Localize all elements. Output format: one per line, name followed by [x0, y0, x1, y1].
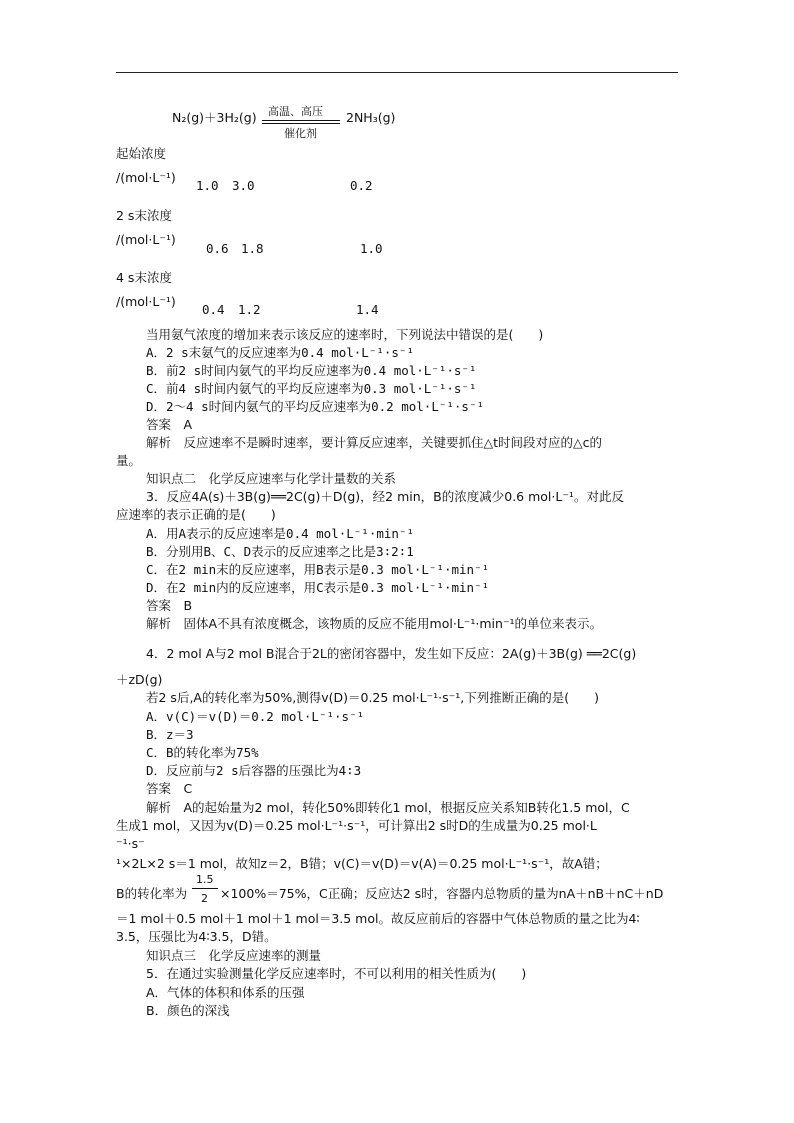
knowledge-point-2: 知识点二 化学反应速率与化学计量数的关系 [146, 471, 397, 486]
q4-analysis-6: ＝1 mol＋0.5 mol＋1 mol＋1 mol＝3.5 mol。故反应前后的容器中气体总物质的量之比为4∶ [116, 911, 640, 926]
row2-unit: /(mol·L⁻¹) [116, 232, 176, 247]
fraction-denominator: 2 [201, 892, 208, 905]
q4-option-c: C．B的转化率为75% [146, 745, 259, 760]
equation-arrow [262, 120, 340, 121]
row2-n2: 0.6 [206, 241, 229, 256]
row1-n2: 1.0 [196, 178, 219, 193]
equation-arrow-2 [262, 123, 340, 124]
row3-h2: 1.2 [238, 302, 261, 317]
row3-label: 4 s末浓度 [116, 270, 172, 285]
q4-stem-condition: 若2 s后,A的转化率为50%,测得v(D)＝0.25 mol·L⁻¹·s⁻¹,下列推断正确的是( ) [146, 690, 599, 705]
q5-stem: 5．在通过实验测量化学反应速率时，不可以利用的相关性质为( ) [146, 966, 527, 981]
q5-option-b: B．颜色的深浅 [146, 1003, 230, 1018]
q2-option-d: D．2～4 s时间内氨气的平均反应速率为0.2 mol·L⁻¹·s⁻¹ [146, 399, 485, 414]
q3-option-b: B．分别用B、C、D表示的反应速率之比是3∶2∶1 [146, 544, 414, 559]
row2-label: 2 s末浓度 [116, 208, 172, 223]
q2-option-c: C．前4 s时间内氨气的平均反应速率为0.3 mol·L⁻¹·s⁻¹ [146, 381, 477, 396]
equation-condition-bottom: 催化剂 [284, 127, 317, 140]
equation-condition-top: 高温、高压 [268, 105, 323, 118]
q3-stem-cont: 应速率的表示正确的是( ) [116, 507, 276, 522]
q3-option-c: C．在2 min末的反应速率，用B表示是0.3 mol·L⁻¹·min⁻¹ [146, 562, 490, 577]
fraction-bar [192, 888, 218, 889]
q2-analysis: 解析 反应速率不是瞬时速率，要计算反应速率，关键要抓住△t时间段对应的△c的 [146, 435, 603, 450]
row1-nh3: 0.2 [350, 178, 373, 193]
q4-option-d: D．反应前与2 s后容器的压强比为4∶3 [146, 763, 362, 778]
q4-option-b: B．z＝3 [146, 727, 194, 742]
q4-analysis-1: 解析 A的起始量为2 mol，转化50%即转化1 mol，根据反应关系知B转化1.5 mol，C [146, 800, 630, 815]
fraction-numerator: 1.5 [196, 873, 214, 886]
q4-analysis-3: ⁻¹·s⁻ [116, 836, 145, 851]
q2-answer: 答案 A [146, 417, 193, 432]
row2-nh3: 1.0 [360, 241, 383, 256]
knowledge-point-3: 知识点三 化学反应速率的测量 [146, 948, 322, 963]
q4-stem-cont: ＋zD(g) [116, 672, 163, 687]
equation-left: N₂(g)＋3H₂(g) [172, 110, 257, 125]
q2-analysis-cont: 量。 [116, 453, 142, 468]
row3-unit: /(mol·L⁻¹) [116, 294, 176, 309]
q2-stem: 当用氨气浓度的增加来表示该反应的速率时，下列说法中错误的是( ) [146, 327, 544, 342]
row3-n2: 0.4 [202, 302, 225, 317]
q4-analysis-5a: B的转化率为 [116, 886, 188, 901]
q4-analysis-4: ¹×2L×2 s＝1 mol，故知z＝2，B错；v(C)＝v(D)＝v(A)＝0.25 mol·L⁻¹·s⁻¹，故A错； [116, 856, 608, 871]
q4-stem: 4．2 mol A与2 mol B混合于2L的密闭容器中，发生如下反应：2A(g)＋3B(g) ══2C(g) [146, 646, 637, 661]
q3-stem: 3．反应4A(s)＋3B(g)══2C(g)＋D(g)，经2 min，B的浓度减少0.6 mol·L⁻¹。对此反 [146, 489, 624, 504]
q2-option-b: B．前2 s时间内氨气的平均反应速率为0.4 mol·L⁻¹·s⁻¹ [146, 363, 477, 378]
q3-answer: 答案 B [146, 598, 193, 613]
q4-analysis-7: 3.5，压强比为4∶3.5，D错。 [116, 929, 277, 944]
row1-label: 起始浓度 [116, 146, 167, 161]
q3-analysis: 解析 固体A不具有浓度概念，该物质的反应不能用mol·L⁻¹·min⁻¹的单位来表示。 [146, 616, 603, 631]
q4-analysis-5b: ×100%＝75%，C正确；反应达2 s时，容器内总物质的量为nA＋nB＋nC＋nD [220, 886, 664, 901]
row1-unit: /(mol·L⁻¹) [116, 170, 176, 185]
q4-analysis-2: 生成1 mol，又因为v(D)＝0.25 mol·L⁻¹·s⁻¹，可计算出2 s时D的生成量为0.25 mol·L [116, 818, 597, 833]
row1-h2: 3.0 [232, 178, 255, 193]
q3-option-a: A．用A表示的反应速率是0.4 mol·L⁻¹·min⁻¹ [146, 526, 414, 541]
q4-option-a: A．v(C)＝v(D)＝0.2 mol·L⁻¹·s⁻¹ [146, 709, 365, 724]
q5-option-a: A．气体的体积和体系的压强 [146, 985, 305, 1000]
equation-right: 2NH₃(g) [346, 110, 396, 125]
q2-option-a: A．2 s末氨气的反应速率为0.4 mol·L⁻¹·s⁻¹ [146, 345, 414, 360]
row2-h2: 1.8 [241, 241, 264, 256]
row3-nh3: 1.4 [356, 302, 379, 317]
header-rule [116, 72, 678, 73]
q3-option-d: D．在2 min内的反应速率，用C表示是0.3 mol·L⁻¹·min⁻¹ [146, 580, 490, 595]
q4-answer: 答案 C [146, 781, 193, 796]
